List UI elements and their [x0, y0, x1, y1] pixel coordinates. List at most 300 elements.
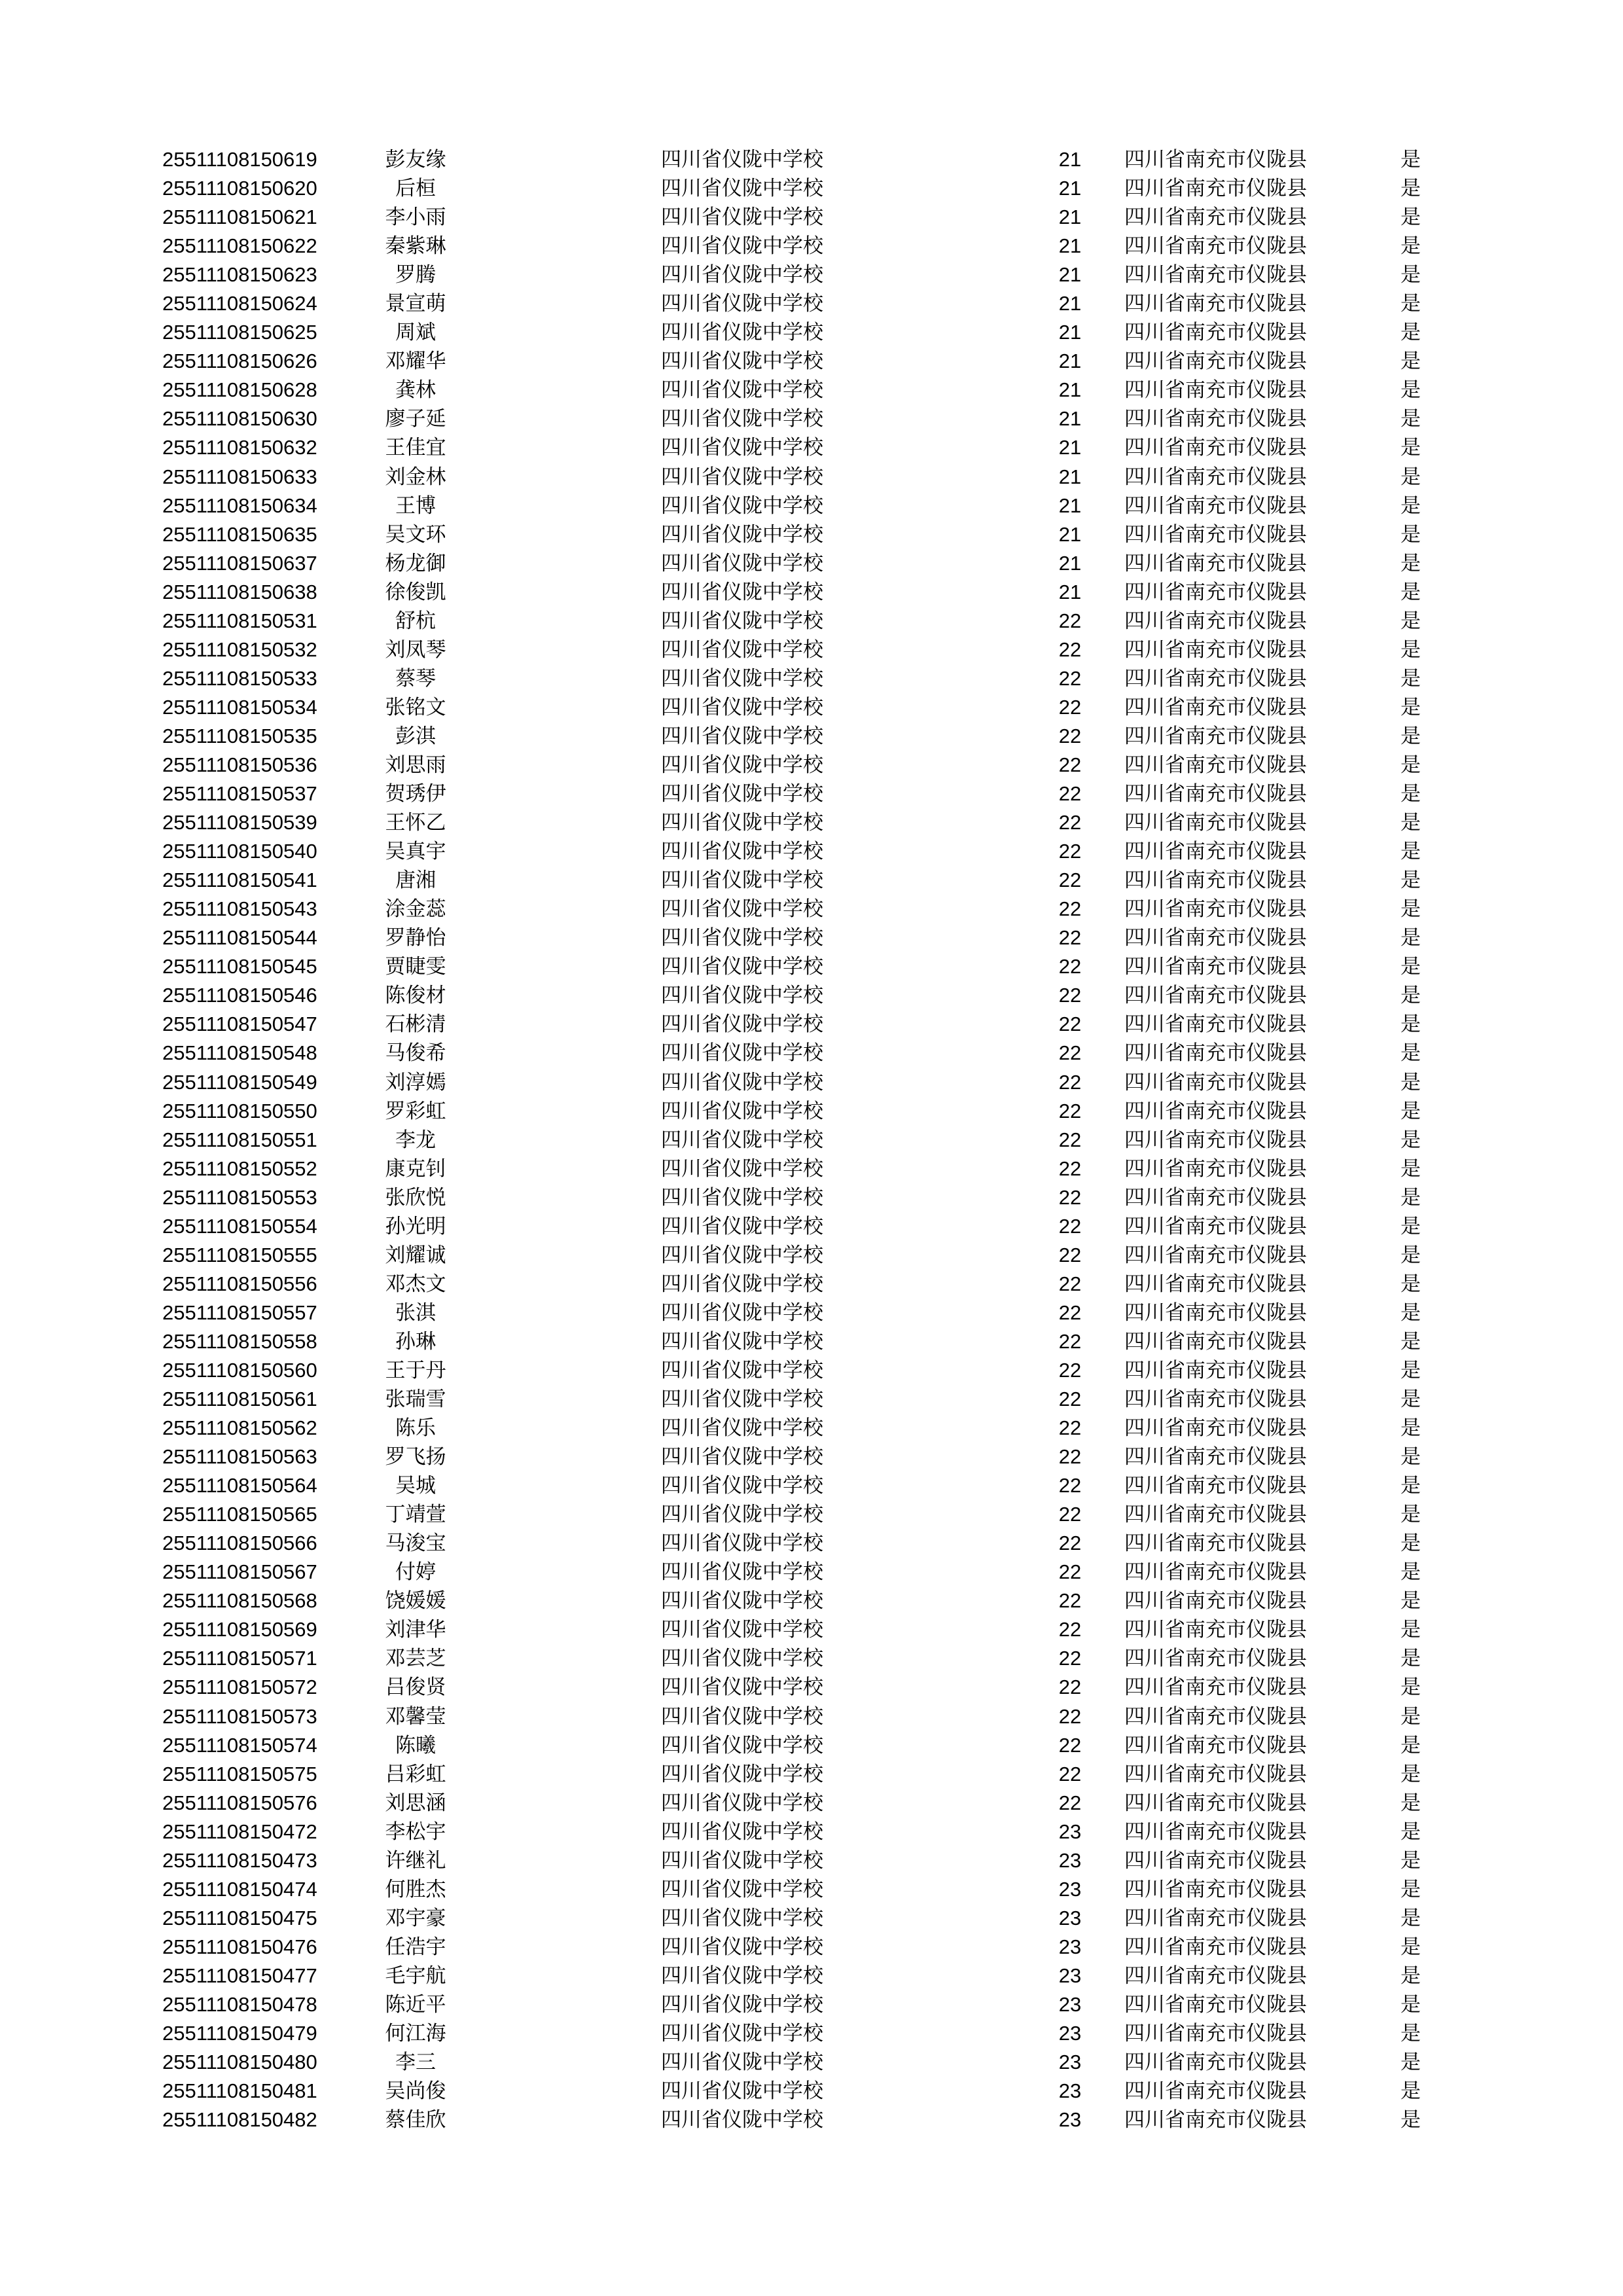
school-cell: 四川省仪陇中学校 [661, 1676, 823, 1700]
class-number-cell: 21 [1058, 263, 1082, 287]
school-cell: 四川省仪陇中学校 [661, 1243, 823, 1267]
class-number-cell: 23 [1058, 1964, 1082, 1987]
student-name-cell: 张瑞雪 [385, 1388, 446, 1412]
region-cell: 四川省南充市仪陇县 [1124, 984, 1307, 1008]
region-cell: 四川省南充市仪陇县 [1124, 206, 1307, 230]
school-cell: 四川省仪陇中学校 [661, 1099, 823, 1123]
table-row [0, 1068, 1623, 1097]
eligibility-flag-cell: 是 [1400, 1906, 1421, 1930]
student-name-cell: 王怀乙 [385, 811, 446, 835]
table-row [0, 808, 1623, 837]
eligibility-flag-cell: 是 [1400, 840, 1421, 864]
student-name-cell: 吴城 [395, 1474, 436, 1498]
exam-id-cell: 25511108150558 [162, 1329, 317, 1353]
eligibility-flag-cell: 是 [1400, 177, 1421, 201]
student-name-cell: 刘思雨 [385, 753, 446, 777]
region-cell: 四川省南充市仪陇县 [1124, 1445, 1307, 1469]
class-number-cell: 23 [1058, 1906, 1082, 1929]
region-cell: 四川省南充市仪陇县 [1124, 148, 1307, 171]
class-number-cell: 22 [1058, 955, 1082, 978]
eligibility-flag-cell: 是 [1400, 1272, 1421, 1296]
region-cell: 四川省南充市仪陇县 [1124, 2051, 1307, 2075]
exam-id-cell: 25511108150536 [162, 753, 317, 776]
class-number-cell: 23 [1058, 2079, 1082, 2103]
region-cell: 四川省南充市仪陇县 [1124, 1935, 1307, 1959]
table-row [0, 463, 1623, 492]
student-name-cell: 刘淳嫣 [385, 1070, 446, 1094]
class-number-cell: 22 [1058, 1157, 1082, 1180]
student-name-cell: 张铭文 [385, 695, 446, 719]
school-cell: 四川省仪陇中学校 [661, 724, 823, 748]
student-name-cell: 刘耀诚 [385, 1243, 446, 1267]
exam-id-cell: 25511108150575 [162, 1762, 317, 1785]
eligibility-flag-cell: 是 [1400, 378, 1421, 403]
school-cell: 四川省仪陇中学校 [661, 1329, 823, 1354]
exam-id-cell: 25511108150563 [162, 1445, 317, 1469]
table-row [0, 1039, 1623, 1067]
eligibility-flag-cell: 是 [1400, 263, 1421, 287]
eligibility-flag-cell: 是 [1400, 753, 1421, 777]
eligibility-flag-cell: 是 [1400, 1185, 1421, 1210]
region-cell: 四川省南充市仪陇县 [1124, 522, 1307, 547]
region-cell: 四川省南充市仪陇县 [1124, 1820, 1307, 1844]
student-name-cell: 龚林 [395, 378, 436, 403]
class-number-cell: 22 [1058, 1791, 1082, 1814]
class-number-cell: 22 [1058, 1128, 1082, 1151]
student-name-cell: 罗飞扬 [385, 1445, 446, 1469]
exam-id-cell: 25511108150557 [162, 1300, 317, 1324]
table-row [0, 1587, 1623, 1615]
school-cell: 四川省仪陇中学校 [661, 2051, 823, 2075]
student-name-cell: 邓宇豪 [385, 1906, 446, 1930]
region-cell: 四川省南充市仪陇县 [1124, 1733, 1307, 1757]
exam-id-cell: 25511108150550 [162, 1099, 317, 1122]
table-row [0, 1875, 1623, 1904]
eligibility-flag-cell: 是 [1400, 2022, 1421, 2046]
table-row [0, 866, 1623, 895]
class-number-cell: 22 [1058, 1070, 1082, 1094]
school-cell: 四川省仪陇中学校 [661, 869, 823, 893]
eligibility-flag-cell: 是 [1400, 637, 1421, 662]
eligibility-flag-cell: 是 [1400, 1013, 1421, 1037]
region-cell: 四川省南充市仪陇县 [1124, 1157, 1307, 1181]
eligibility-flag-cell: 是 [1400, 436, 1421, 460]
class-number-cell: 22 [1058, 1388, 1082, 1411]
class-number-cell: 21 [1058, 177, 1082, 200]
student-name-cell: 李小雨 [385, 206, 446, 230]
exam-id-cell: 25511108150547 [162, 1013, 317, 1036]
exam-id-cell: 25511108150574 [162, 1733, 317, 1757]
eligibility-flag-cell: 是 [1400, 984, 1421, 1008]
class-number-cell: 22 [1058, 637, 1082, 661]
student-name-cell: 孙光明 [385, 1214, 446, 1238]
school-cell: 四川省仪陇中学校 [661, 1503, 823, 1527]
eligibility-flag-cell: 是 [1400, 782, 1421, 806]
exam-id-cell: 25511108150561 [162, 1388, 317, 1411]
table-row [0, 895, 1623, 924]
region-cell: 四川省南充市仪陇县 [1124, 1877, 1307, 1901]
eligibility-flag-cell: 是 [1400, 1532, 1421, 1556]
student-name-cell: 许继礼 [385, 1848, 446, 1873]
school-cell: 四川省仪陇中学校 [661, 897, 823, 922]
school-cell: 四川省仪陇中学校 [661, 407, 823, 431]
class-number-cell: 23 [1058, 2108, 1082, 2132]
student-name-cell: 邓耀华 [385, 350, 446, 374]
region-cell: 四川省南充市仪陇县 [1124, 695, 1307, 719]
eligibility-flag-cell: 是 [1400, 1445, 1421, 1469]
eligibility-flag-cell: 是 [1400, 580, 1421, 604]
student-name-cell: 刘思涵 [385, 1791, 446, 1815]
exam-id-cell: 25511108150531 [162, 609, 317, 632]
table-row [0, 1818, 1623, 1846]
student-name-cell: 毛宇航 [385, 1964, 446, 1988]
school-cell: 四川省仪陇中学校 [661, 1214, 823, 1238]
table-row [0, 1789, 1623, 1818]
student-name-cell: 李松宇 [385, 1820, 446, 1844]
exam-id-cell: 25511108150576 [162, 1791, 317, 1814]
student-name-cell: 涂金蕊 [385, 897, 446, 922]
student-name-cell: 付婷 [395, 1560, 436, 1585]
student-name-cell: 彭友缘 [385, 148, 446, 171]
class-number-cell: 22 [1058, 1618, 1082, 1641]
school-cell: 四川省仪陇中学校 [661, 1474, 823, 1498]
region-cell: 四川省南充市仪陇县 [1124, 955, 1307, 979]
class-number-cell: 21 [1058, 206, 1082, 229]
class-number-cell: 21 [1058, 551, 1082, 575]
region-cell: 四川省南充市仪陇县 [1124, 724, 1307, 748]
student-name-cell: 李龙 [395, 1128, 436, 1152]
student-name-cell: 马浚宝 [385, 1532, 446, 1556]
eligibility-flag-cell: 是 [1400, 1589, 1421, 1613]
student-name-cell: 后桓 [395, 177, 436, 201]
exam-id-cell: 25511108150625 [162, 321, 317, 344]
region-cell: 四川省南充市仪陇县 [1124, 1388, 1307, 1412]
region-cell: 四川省南充市仪陇县 [1124, 1618, 1307, 1642]
eligibility-flag-cell: 是 [1400, 695, 1421, 719]
eligibility-flag-cell: 是 [1400, 1791, 1421, 1815]
table-row [0, 1904, 1623, 1933]
school-cell: 四川省仪陇中学校 [661, 782, 823, 806]
table-row [0, 1270, 1623, 1299]
student-name-cell: 马俊希 [385, 1041, 446, 1066]
region-cell: 四川省南充市仪陇县 [1124, 1474, 1307, 1498]
student-name-cell: 任浩宇 [385, 1935, 446, 1959]
region-cell: 四川省南充市仪陇县 [1124, 840, 1307, 864]
class-number-cell: 22 [1058, 1532, 1082, 1555]
eligibility-flag-cell: 是 [1400, 1560, 1421, 1585]
school-cell: 四川省仪陇中学校 [661, 1388, 823, 1412]
student-name-cell: 蔡琴 [395, 666, 436, 691]
school-cell: 四川省仪陇中学校 [661, 666, 823, 691]
school-cell: 四川省仪陇中学校 [661, 1762, 823, 1786]
exam-id-cell: 25511108150633 [162, 465, 317, 488]
eligibility-flag-cell: 是 [1400, 1935, 1421, 1959]
region-cell: 四川省南充市仪陇县 [1124, 436, 1307, 460]
region-cell: 四川省南充市仪陇县 [1124, 926, 1307, 950]
school-cell: 四川省仪陇中学校 [661, 1848, 823, 1873]
region-cell: 四川省南充市仪陇县 [1124, 321, 1307, 345]
class-number-cell: 21 [1058, 493, 1082, 517]
exam-id-cell: 25511108150573 [162, 1704, 317, 1728]
region-cell: 四川省南充市仪陇县 [1124, 1560, 1307, 1585]
student-name-cell: 何胜杰 [385, 1877, 446, 1901]
table-row [0, 1702, 1623, 1731]
region-cell: 四川省南充市仪陇县 [1124, 1704, 1307, 1729]
exam-id-cell: 25511108150567 [162, 1560, 317, 1584]
eligibility-flag-cell: 是 [1400, 1243, 1421, 1267]
table-row [0, 837, 1623, 866]
student-name-cell: 刘津华 [385, 1618, 446, 1642]
table-row [0, 2077, 1623, 2106]
eligibility-flag-cell: 是 [1400, 1329, 1421, 1354]
table-row [0, 952, 1623, 981]
exam-id-cell: 25511108150571 [162, 1647, 317, 1670]
student-name-cell: 陈乐 [395, 1416, 436, 1441]
student-name-cell: 周斌 [395, 321, 436, 345]
school-cell: 四川省仪陇中学校 [661, 1935, 823, 1959]
class-number-cell: 22 [1058, 1185, 1082, 1209]
table-row [0, 203, 1623, 232]
class-number-cell: 22 [1058, 782, 1082, 806]
region-cell: 四川省南充市仪陇县 [1124, 1099, 1307, 1123]
eligibility-flag-cell: 是 [1400, 1503, 1421, 1527]
table-row [0, 1500, 1623, 1529]
school-cell: 四川省仪陇中学校 [661, 1358, 823, 1382]
table-row [0, 1126, 1623, 1155]
eligibility-flag-cell: 是 [1400, 2108, 1421, 2132]
exam-id-cell: 25511108150632 [162, 436, 317, 459]
school-cell: 四川省仪陇中学校 [661, 1300, 823, 1325]
school-cell: 四川省仪陇中学校 [661, 637, 823, 662]
table-row [0, 924, 1623, 952]
class-number-cell: 22 [1058, 984, 1082, 1007]
table-row [0, 1212, 1623, 1241]
region-cell: 四川省南充市仪陇县 [1124, 1964, 1307, 1988]
student-name-cell: 舒杭 [395, 609, 436, 633]
exam-id-cell: 25511108150562 [162, 1416, 317, 1440]
region-cell: 四川省南充市仪陇县 [1124, 1329, 1307, 1354]
region-cell: 四川省南充市仪陇县 [1124, 378, 1307, 403]
exam-id-cell: 25511108150546 [162, 984, 317, 1007]
eligibility-flag-cell: 是 [1400, 321, 1421, 345]
class-number-cell: 22 [1058, 1676, 1082, 1699]
school-cell: 四川省仪陇中学校 [661, 321, 823, 345]
student-name-cell: 吕俊贤 [385, 1676, 446, 1700]
table-row [0, 1097, 1623, 1126]
class-number-cell: 22 [1058, 1733, 1082, 1757]
eligibility-flag-cell: 是 [1400, 811, 1421, 835]
table-row [0, 1731, 1623, 1760]
exam-id-cell: 25511108150555 [162, 1243, 317, 1266]
eligibility-flag-cell: 是 [1400, 465, 1421, 489]
student-name-cell: 杨龙御 [385, 551, 446, 575]
class-number-cell: 22 [1058, 1358, 1082, 1382]
region-cell: 四川省南充市仪陇县 [1124, 1300, 1307, 1325]
eligibility-flag-cell: 是 [1400, 1474, 1421, 1498]
exam-id-cell: 25511108150543 [162, 897, 317, 921]
school-cell: 四川省仪陇中学校 [661, 1589, 823, 1613]
class-number-cell: 21 [1058, 522, 1082, 546]
eligibility-flag-cell: 是 [1400, 869, 1421, 893]
school-cell: 四川省仪陇中学校 [661, 292, 823, 316]
student-name-cell: 石彬清 [385, 1013, 446, 1037]
table-row [0, 1327, 1623, 1356]
class-number-cell: 21 [1058, 234, 1082, 258]
class-number-cell: 22 [1058, 897, 1082, 921]
region-cell: 四川省南充市仪陇县 [1124, 1848, 1307, 1873]
school-cell: 四川省仪陇中学校 [661, 1041, 823, 1066]
eligibility-flag-cell: 是 [1400, 234, 1421, 259]
school-cell: 四川省仪陇中学校 [661, 1532, 823, 1556]
school-cell: 四川省仪陇中学校 [661, 1647, 823, 1671]
region-cell: 四川省南充市仪陇县 [1124, 2022, 1307, 2046]
student-name-cell: 吴尚俊 [385, 2079, 446, 2104]
exam-id-cell: 25511108150556 [162, 1272, 317, 1295]
student-name-cell: 贺琇伊 [385, 782, 446, 806]
exam-id-cell: 25511108150480 [162, 2051, 317, 2074]
eligibility-flag-cell: 是 [1400, 1358, 1421, 1382]
table-row [0, 318, 1623, 347]
class-number-cell: 22 [1058, 1589, 1082, 1613]
exam-id-cell: 25511108150476 [162, 1935, 317, 1958]
class-number-cell: 21 [1058, 292, 1082, 315]
eligibility-flag-cell: 是 [1400, 926, 1421, 950]
region-cell: 四川省南充市仪陇县 [1124, 1041, 1307, 1066]
table-row [0, 1962, 1623, 1990]
exam-id-cell: 25511108150626 [162, 350, 317, 373]
exam-id-cell: 25511108150475 [162, 1906, 317, 1929]
table-row [0, 1183, 1623, 1212]
eligibility-flag-cell: 是 [1400, 2079, 1421, 2104]
school-cell: 四川省仪陇中学校 [661, 2108, 823, 2132]
table-row [0, 1990, 1623, 2019]
class-number-cell: 22 [1058, 1474, 1082, 1498]
table-row [0, 751, 1623, 780]
student-name-cell: 吕彩虹 [385, 1762, 446, 1786]
exam-id-cell: 25511108150481 [162, 2079, 317, 2103]
exam-id-cell: 25511108150624 [162, 292, 317, 315]
school-cell: 四川省仪陇中学校 [661, 580, 823, 604]
region-cell: 四川省南充市仪陇县 [1124, 263, 1307, 287]
eligibility-flag-cell: 是 [1400, 206, 1421, 230]
school-cell: 四川省仪陇中学校 [661, 1445, 823, 1469]
eligibility-flag-cell: 是 [1400, 148, 1421, 171]
region-cell: 四川省南充市仪陇县 [1124, 1647, 1307, 1671]
exam-id-cell: 25511108150569 [162, 1618, 317, 1641]
region-cell: 四川省南充市仪陇县 [1124, 1762, 1307, 1786]
school-cell: 四川省仪陇中学校 [661, 609, 823, 633]
table-row [0, 145, 1623, 174]
exam-id-cell: 25511108150566 [162, 1532, 317, 1555]
table-row [0, 549, 1623, 578]
school-cell: 四川省仪陇中学校 [661, 177, 823, 201]
school-cell: 四川省仪陇中学校 [661, 1013, 823, 1037]
student-name-cell: 陈近平 [385, 1993, 446, 2017]
region-cell: 四川省南充市仪陇县 [1124, 811, 1307, 835]
class-number-cell: 22 [1058, 1503, 1082, 1526]
class-number-cell: 22 [1058, 1560, 1082, 1584]
student-name-cell: 邓馨莹 [385, 1704, 446, 1729]
exam-id-cell: 25511108150628 [162, 378, 317, 402]
exam-id-cell: 25511108150623 [162, 263, 317, 287]
class-number-cell: 23 [1058, 2022, 1082, 2045]
class-number-cell: 22 [1058, 840, 1082, 863]
eligibility-flag-cell: 是 [1400, 1820, 1421, 1844]
eligibility-flag-cell: 是 [1400, 1647, 1421, 1671]
region-cell: 四川省南充市仪陇县 [1124, 1589, 1307, 1613]
exam-id-cell: 25511108150637 [162, 551, 317, 575]
school-cell: 四川省仪陇中学校 [661, 1704, 823, 1729]
region-cell: 四川省南充市仪陇县 [1124, 551, 1307, 575]
class-number-cell: 22 [1058, 1704, 1082, 1728]
exam-id-cell: 25511108150545 [162, 955, 317, 978]
school-cell: 四川省仪陇中学校 [661, 350, 823, 374]
exam-id-cell: 25511108150565 [162, 1503, 317, 1526]
student-name-cell: 罗腾 [395, 263, 436, 287]
exam-id-cell: 25511108150572 [162, 1676, 317, 1699]
exam-id-cell: 25511108150532 [162, 637, 317, 661]
region-cell: 四川省南充市仪陇县 [1124, 2079, 1307, 2104]
eligibility-flag-cell: 是 [1400, 1733, 1421, 1757]
school-cell: 四川省仪陇中学校 [661, 436, 823, 460]
student-name-cell: 秦紫琳 [385, 234, 446, 259]
table-row [0, 1385, 1623, 1414]
class-number-cell: 23 [1058, 1935, 1082, 1958]
eligibility-flag-cell: 是 [1400, 609, 1421, 633]
class-number-cell: 22 [1058, 1416, 1082, 1440]
exam-id-cell: 25511108150477 [162, 1964, 317, 1987]
region-cell: 四川省南充市仪陇县 [1124, 350, 1307, 374]
student-name-cell: 丁靖萱 [385, 1503, 446, 1527]
eligibility-flag-cell: 是 [1400, 522, 1421, 547]
region-cell: 四川省南充市仪陇县 [1124, 1013, 1307, 1037]
student-name-cell: 孙琳 [395, 1329, 436, 1354]
table-row [0, 1299, 1623, 1327]
class-number-cell: 21 [1058, 148, 1082, 171]
table-row [0, 1846, 1623, 1875]
student-name-cell: 景宣萌 [385, 292, 446, 316]
table-row [0, 981, 1623, 1010]
student-name-cell: 廖子延 [385, 407, 446, 431]
class-number-cell: 21 [1058, 350, 1082, 373]
region-cell: 四川省南充市仪陇县 [1124, 177, 1307, 201]
student-name-cell: 康克钊 [385, 1157, 446, 1181]
region-cell: 四川省南充市仪陇县 [1124, 1532, 1307, 1556]
exam-id-cell: 25511108150630 [162, 407, 317, 431]
eligibility-flag-cell: 是 [1400, 1388, 1421, 1412]
school-cell: 四川省仪陇中学校 [661, 1560, 823, 1585]
region-cell: 四川省南充市仪陇县 [1124, 465, 1307, 489]
table-row [0, 1760, 1623, 1789]
table-row [0, 722, 1623, 751]
exam-id-cell: 25511108150534 [162, 695, 317, 719]
exam-id-cell: 25511108150482 [162, 2108, 317, 2132]
table-row [0, 636, 1623, 664]
student-name-cell: 吴真宇 [385, 840, 446, 864]
school-cell: 四川省仪陇中学校 [661, 840, 823, 864]
eligibility-flag-cell: 是 [1400, 1618, 1421, 1642]
class-number-cell: 22 [1058, 1243, 1082, 1266]
student-name-cell: 陈曦 [395, 1733, 436, 1757]
region-cell: 四川省南充市仪陇县 [1124, 609, 1307, 633]
table-row [0, 347, 1623, 376]
student-list-table [0, 145, 1623, 2134]
region-cell: 四川省南充市仪陇县 [1124, 1791, 1307, 1815]
region-cell: 四川省南充市仪陇县 [1124, 292, 1307, 316]
school-cell: 四川省仪陇中学校 [661, 378, 823, 403]
school-cell: 四川省仪陇中学校 [661, 1820, 823, 1844]
eligibility-flag-cell: 是 [1400, 1877, 1421, 1901]
